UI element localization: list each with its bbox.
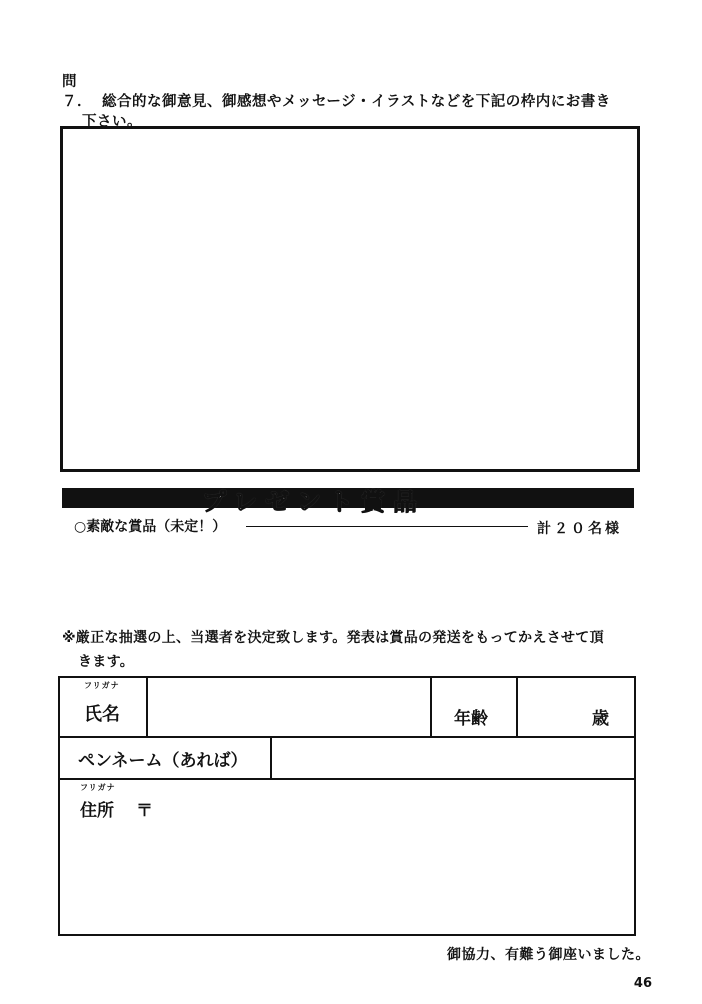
- question-text-line1: 総合的な御意見、御感想やメッセージ・イラストなどを下記の枠内にお書き: [102, 94, 611, 110]
- prize-item: ○素敵な賞品（未定！）: [74, 519, 227, 535]
- page-number: 46: [633, 976, 652, 991]
- age-label: 年齢: [454, 709, 488, 729]
- name-label: 氏名: [84, 704, 120, 725]
- age-unit: 歳: [592, 709, 609, 729]
- question-text-line2: 下さい。: [82, 114, 142, 130]
- divider: [430, 678, 432, 736]
- age-field[interactable]: [518, 678, 634, 736]
- prize-count: 計２０名様: [537, 521, 622, 537]
- question-7: [62, 72, 662, 132]
- name-furigana: フリガナ: [84, 681, 120, 690]
- address-label: 住所: [80, 801, 114, 821]
- prize-line: [74, 516, 622, 538]
- address-field[interactable]: [60, 780, 634, 934]
- thanks-message: 御協力、有難う御座いました。: [447, 947, 650, 963]
- lottery-notice: [62, 626, 672, 674]
- comment-box[interactable]: [60, 126, 640, 472]
- entry-form: [58, 676, 636, 936]
- prize-leader-line: [246, 526, 528, 527]
- question-number: 問７．: [62, 74, 92, 110]
- present-banner: [62, 488, 634, 516]
- address-furigana: フリガナ: [80, 783, 116, 792]
- banner-title: プレゼント賞品: [202, 488, 426, 516]
- notice-line1: ※厳正な抽選の上、当選者を決定致します。発表は賞品の発送をもってかえさせて頂: [62, 630, 604, 646]
- name-field[interactable]: [148, 678, 430, 736]
- penname-field[interactable]: [272, 738, 634, 778]
- postal-mark-icon: 〒: [136, 801, 153, 821]
- penname-label: ペンネーム（あれば）: [78, 751, 248, 771]
- notice-line2: きます。: [78, 654, 135, 670]
